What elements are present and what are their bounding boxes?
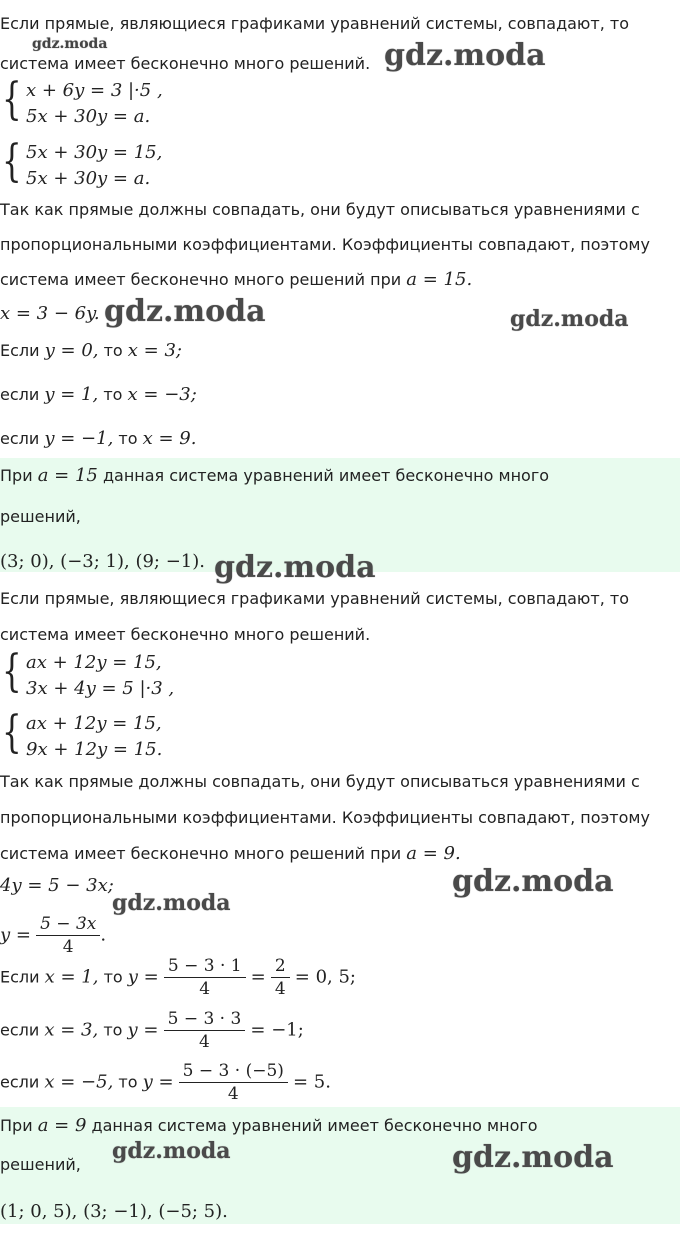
answer-prefix: При <box>0 466 33 485</box>
text-line-3-words: система имеет бесконечно много решений при <box>0 844 402 863</box>
case-line-2 <box>0 1008 304 1053</box>
answer-param: a = 9 <box>37 1115 87 1136</box>
watermark: gdz.moda <box>112 1138 231 1164</box>
system-eq-1: 5x + 30y = 15, <box>26 142 163 163</box>
case-then: то <box>103 385 123 404</box>
denominator: 4 <box>62 937 74 957</box>
fraction <box>36 913 100 958</box>
fraction <box>179 1060 288 1105</box>
case-prefix: если <box>0 1020 40 1040</box>
expression-line: x = 3 − 6y. <box>0 303 100 324</box>
case-prefix: если <box>0 429 40 448</box>
expr-lhs: y = <box>0 924 31 946</box>
watermark: gdz.moda <box>452 1140 614 1175</box>
case-prefix: если <box>0 1072 40 1092</box>
answer-text: данная система уравнений имеет бесконечно много <box>102 466 550 485</box>
system-brace: { <box>2 74 22 125</box>
case-result: = −1; <box>250 1019 304 1041</box>
system-eq-1: ax + 12y = 15, <box>26 652 162 673</box>
numerator: 5 − 3 · 3 <box>164 1008 246 1031</box>
watermark: gdz.moda <box>384 38 546 73</box>
system-eq-2: 5x + 30y = a. <box>26 106 151 127</box>
denominator: 4 <box>227 1084 239 1104</box>
intro-line-2: система имеет бесконечно много решений. <box>0 54 371 73</box>
case-math-1: y = −1, <box>44 428 114 449</box>
case-math-1: x = −5, <box>44 1071 114 1093</box>
numerator: 5 − 3x <box>36 913 100 936</box>
case-prefix: если <box>0 385 40 404</box>
answer-line-2: решений, <box>0 1155 81 1174</box>
case-then: то <box>103 1020 123 1040</box>
answer-line-1 <box>0 1116 538 1136</box>
watermark: gdz.moda <box>510 306 629 332</box>
text-line-1: Так как прямые должны совпадать, они будут описываться уравнениями с <box>0 772 640 791</box>
case-math-2: x = −3; <box>127 384 197 405</box>
answer-param: a = 15 <box>37 465 98 486</box>
case-result: = 5. <box>293 1071 331 1093</box>
case-line-3 <box>0 1060 331 1105</box>
case-line-1 <box>0 341 182 361</box>
fraction <box>271 955 290 1000</box>
case-math-1: x = 3, <box>44 1019 99 1041</box>
answer-prefix: При <box>0 1116 33 1135</box>
case-math-1: y = 1, <box>44 384 99 405</box>
denominator: 4 <box>199 1032 210 1052</box>
expr-end: . <box>100 924 107 946</box>
case-lhs: y = <box>127 1019 159 1041</box>
case-line-3 <box>0 429 196 449</box>
case-math-2: x = 9. <box>142 428 197 449</box>
system-eq-2: 5x + 30y = a. <box>26 168 151 189</box>
watermark: gdz.moda <box>214 550 376 585</box>
case-math-1: y = 0, <box>44 340 99 361</box>
denominator: 4 <box>199 979 211 999</box>
system-eq-2: 3x + 4y = 5 |·3 , <box>26 678 175 699</box>
system-eq-2: 9x + 12y = 15. <box>26 739 163 760</box>
case-prefix: Если <box>0 967 40 987</box>
watermark: gdz.moda <box>104 294 266 329</box>
system-brace: { <box>2 707 22 758</box>
system-brace: { <box>2 136 22 187</box>
equals: = <box>250 966 266 988</box>
answer-text: данная система уравнений имеет бесконечно много <box>91 1116 538 1135</box>
system-brace: { <box>2 646 22 697</box>
intro-line-1: Если прямые, являющиеся графиками уравнений системы, совпадают, то <box>0 589 629 608</box>
case-line-2 <box>0 385 197 405</box>
text-line-3 <box>0 270 472 290</box>
text-line-1: Так как прямые должны совпадать, они будут описываться уравнениями с <box>0 200 640 219</box>
answer-line-1 <box>0 466 549 486</box>
numerator: 5 − 3 · 1 <box>164 955 246 978</box>
fraction <box>164 955 246 1000</box>
case-prefix: Если <box>0 341 40 360</box>
system-eq-1: ax + 12y = 15, <box>26 713 162 734</box>
answer-points: (1; 0, 5), (3; −1), (−5; 5). <box>0 1201 228 1222</box>
case-result: = 0, 5; <box>294 966 356 988</box>
answer-points: (3; 0), (−3; 1), (9; −1). <box>0 551 205 572</box>
case-then: то <box>103 341 123 360</box>
watermark: gdz.moda <box>112 890 231 916</box>
fraction <box>164 1008 246 1053</box>
case-then: то <box>103 967 123 987</box>
text-line-2: пропорциональными коэффициентами. Коэффициенты совпадают, поэтому <box>0 808 650 827</box>
intro-line-1: Если прямые, являющиеся графиками уравнений системы, совпадают, то <box>0 14 629 33</box>
param-value: a = 15. <box>406 269 473 290</box>
text-line-2: пропорциональными коэффициентами. Коэффициенты совпадают, поэтому <box>0 235 650 254</box>
param-value: a = 9. <box>406 843 461 864</box>
watermark: gdz.moda <box>32 36 108 52</box>
case-then: то <box>118 1072 138 1092</box>
case-lhs: y = <box>127 966 159 988</box>
answer-line-2: решений, <box>0 507 81 526</box>
watermark: gdz.moda <box>452 864 614 899</box>
case-lhs: y = <box>142 1071 174 1093</box>
numerator: 5 − 3 · (−5) <box>179 1060 288 1083</box>
expression-line-2 <box>0 913 106 958</box>
intro-line-2: система имеет бесконечно много решений. <box>0 625 371 644</box>
system-eq-1: x + 6y = 3 |·5 , <box>26 80 163 101</box>
case-line-1 <box>0 955 356 1000</box>
numerator: 2 <box>271 955 290 978</box>
case-then: то <box>118 429 138 448</box>
case-math-1: x = 1, <box>44 966 99 988</box>
case-math-2: x = 3; <box>127 340 182 361</box>
expression-line-1: 4y = 5 − 3x; <box>0 875 114 896</box>
text-line-3-words: система имеет бесконечно много решений при <box>0 270 402 289</box>
denominator: 4 <box>274 979 286 999</box>
text-line-3 <box>0 844 461 864</box>
